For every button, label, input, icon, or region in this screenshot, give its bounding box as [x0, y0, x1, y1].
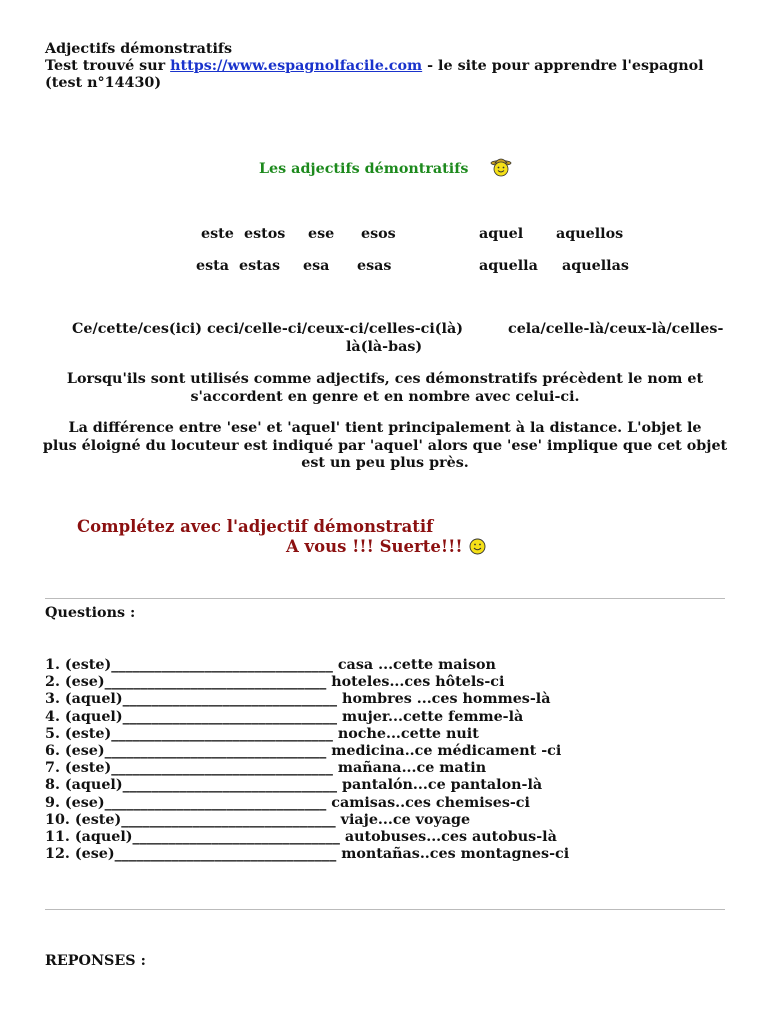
exercise-instruction: Complétez avec l'adjectif démonstratif	[77, 517, 434, 536]
list-item: 8. (aquel)______________________________ pantalón...ce pantalon-là	[45, 777, 543, 794]
table-cell: estos	[244, 226, 286, 242]
test-id: (test n°14430)	[45, 75, 162, 91]
table-cell: esos	[361, 226, 396, 242]
list-item: 12. (ese)_______________________________ montañas..ces montagnes-ci	[45, 846, 570, 863]
list-item: 9. (ese)_______________________________ camisas..ces chemises-ci	[45, 794, 530, 811]
table-cell: aquellas	[562, 258, 629, 274]
divider	[45, 598, 725, 599]
questions-list	[45, 657, 569, 863]
list-item: 11. (aquel)_____________________________ autobuses...ces autobus-là	[45, 829, 557, 846]
list-item: 6. (ese)_______________________________ medicina..ce médicament -ci	[45, 743, 562, 760]
divider	[45, 909, 725, 910]
document-title: Adjectifs démonstratifs	[45, 41, 233, 57]
answers-label: REPONSES :	[45, 953, 146, 969]
paragraph-distance	[40, 420, 730, 473]
smiley-hat-icon	[490, 156, 512, 182]
source-prefix: Test trouvé sur	[45, 58, 171, 74]
table-cell: esas	[357, 258, 392, 274]
source-suffix: - le site pour apprendre l'espagnol	[422, 58, 704, 74]
table-cell: estas	[239, 258, 281, 274]
paragraph-line: est un peu plus près.	[301, 455, 469, 471]
paragraph-line: Lorsqu'ils sont utilisés comme adjectifs, ces démonstratifs précèdent le nom et	[66, 371, 704, 387]
list-item: 2. (ese)_______________________________ hoteles...ces hôtels-ci	[45, 674, 505, 691]
list-item: 10. (este)______________________________ viaje...ce voyage	[45, 811, 471, 828]
list-item: 3. (aquel)______________________________ hombres ...ces hommes-là	[45, 691, 551, 708]
paragraph-line: s'accordent en genre et en nombre avec celui-ci.	[190, 388, 580, 405]
paragraph-usage	[40, 371, 730, 406]
table-cell: aquellos	[556, 226, 624, 242]
table-cell: aquel	[479, 226, 524, 242]
source-link[interactable]: https://www.espagnolfacile.com	[170, 58, 423, 74]
exercise-encouragement: A vous !!! Suerte!!!	[286, 537, 463, 556]
table-cell: esta	[196, 258, 230, 274]
list-item: 5. (este)_______________________________ noche...cette nuit	[45, 725, 479, 742]
table-cell: aquella	[479, 258, 538, 274]
paragraph-line: plus éloigné du locuteur est indiqué par 'aquel' alors que 'ese' implique que cet objet	[42, 437, 728, 454]
questions-label: Questions :	[45, 605, 136, 621]
list-item: 7. (este)_______________________________ mañana...ce matin	[45, 760, 487, 777]
french-equiv-right: cela/celle-là/ceux-là/celles-	[508, 321, 724, 337]
paragraph-line: La différence entre 'ese' et 'aquel' tient principalement à la distance. L'objet le	[68, 420, 702, 436]
section-title: Les adjectifs démontratifs	[259, 161, 469, 177]
list-item: 1. (este)_______________________________ casa ...cette maison	[45, 657, 496, 673]
french-equiv-continued: là(là-bas)	[346, 339, 423, 355]
list-item: 4. (aquel)______________________________ mujer...cette femme-là	[45, 708, 524, 725]
table-cell: ese	[308, 226, 335, 242]
table-cell: este	[201, 226, 234, 242]
french-equiv-left: Ce/cette/ces(ici) ceci/celle-ci/ceux-ci/celles-ci(là)	[72, 321, 464, 337]
table-cell: esa	[303, 258, 330, 274]
source-line	[45, 58, 704, 75]
smiley-icon	[469, 538, 486, 559]
